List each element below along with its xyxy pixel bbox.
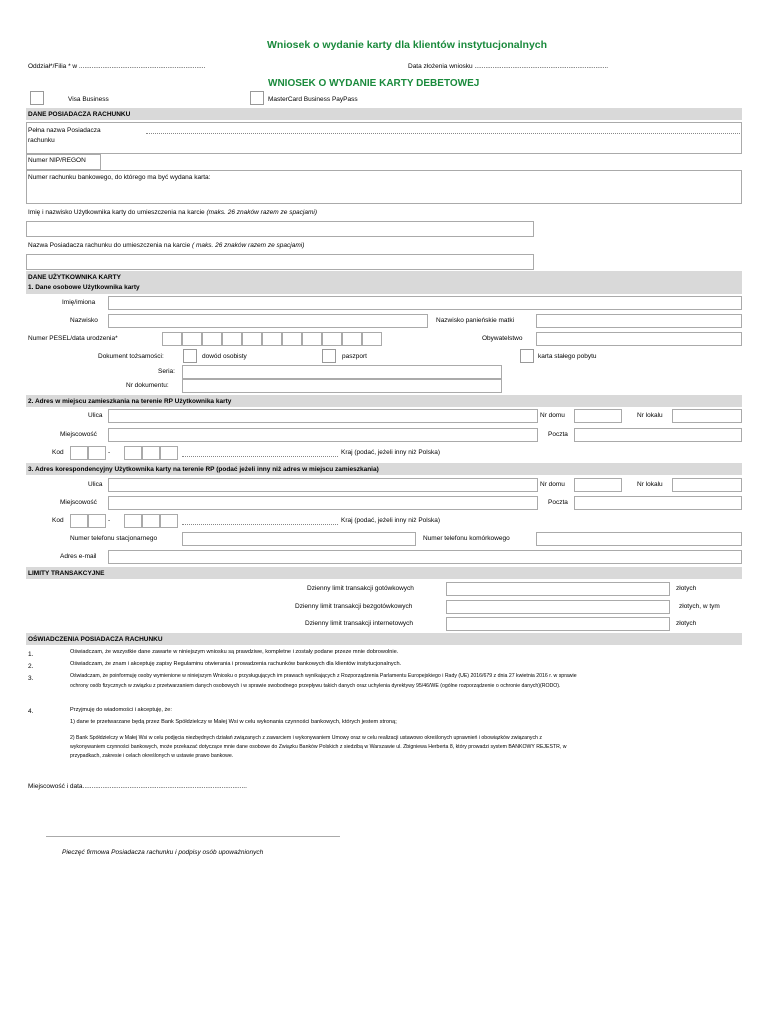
declaration-2-number: 2. — [28, 663, 34, 670]
internet-limit-unit: złotych — [676, 620, 697, 627]
pesel-digit-cell[interactable] — [362, 332, 382, 346]
cash-limit-unit: złotych — [676, 585, 697, 592]
address1-street-label: Ulica — [88, 412, 103, 419]
account-header-bar — [26, 108, 742, 120]
declaration-4-item-2-line2: wykonywaniem czynności bankowych, może przekazać dotyczące mnie dane osobowe do Związku Banków Polskich z siedzibą w Warszawie ul. Zbigniewa Herberta 8, który prowadzi system BANKOWY REJESTR, w — [70, 744, 567, 750]
address1-city-input[interactable] — [108, 428, 538, 442]
pesel-digit-cell[interactable] — [302, 332, 322, 346]
pesel-label: Numer PESEL/data urodzenia* — [28, 335, 118, 342]
form-title: Wniosek o wydanie karty dla klientów instytucjonalnych — [267, 39, 548, 51]
address2-code-cell[interactable] — [160, 514, 178, 528]
address1-city-label: Miejscowość — [60, 431, 97, 438]
account-number-label: Numer rachunku bankowego, do którego ma być wydana karta: — [28, 174, 211, 181]
landline-label: Numer telefonu stacjonarnego — [70, 535, 158, 542]
limits-header-bar — [26, 567, 742, 579]
address2-country-input[interactable] — [182, 524, 338, 525]
mobile-input[interactable] — [536, 532, 742, 546]
address2-code-cell[interactable] — [124, 514, 142, 528]
series-input[interactable] — [182, 365, 502, 379]
id-card-label: dowód osobisty — [202, 353, 247, 360]
address1-house-label: Nr domu — [540, 412, 565, 419]
address1-house-input[interactable] — [574, 409, 622, 423]
full-name-label-1: Pełna nazwa Posiadacza — [28, 127, 101, 134]
holder-name-input[interactable] — [26, 254, 534, 270]
internet-limit-input[interactable] — [446, 617, 670, 631]
landline-input[interactable] — [182, 532, 416, 546]
pesel-digit-cell[interactable] — [322, 332, 342, 346]
address1-header: 2. Adres w miejscu zamieszkania na terenie RP Użytkownika karty — [28, 398, 232, 405]
mobile-label: Numer telefonu komórkowego — [423, 535, 510, 542]
address1-code-cell[interactable] — [160, 446, 178, 460]
date-field[interactable]: Data złożenia wniosku .......................................................................... — [408, 63, 609, 70]
form-subtitle: WNIOSEK O WYDANIE KARTY DEBETOWEJ — [268, 78, 480, 89]
mastercard-checkbox[interactable] — [250, 91, 264, 105]
personal-data-header: 1. Dane osobowe Użytkownika karty — [28, 284, 140, 291]
signature-line[interactable] — [46, 836, 340, 837]
card-name-input[interactable] — [26, 221, 534, 237]
nip-input[interactable] — [100, 154, 742, 170]
address2-code-cell[interactable] — [70, 514, 88, 528]
address1-country-label: Kraj (podać, jeżeli inny niż Polska) — [341, 449, 440, 456]
residence-card-checkbox[interactable] — [520, 349, 534, 363]
declaration-1-number: 1. — [28, 651, 34, 658]
account-section-header: DANE POSIADACZA RACHUNKU — [28, 111, 131, 118]
pesel-digit-cell[interactable] — [162, 332, 182, 346]
maiden-name-input[interactable] — [536, 314, 742, 328]
passport-label: paszport — [342, 353, 367, 360]
address1-post-label: Poczta — [548, 431, 568, 438]
series-label: Seria: — [158, 368, 175, 375]
card-name-label: Imię i nazwisko Użytkownika karty do umieszczenia na karcie (maks. 26 znaków razem ze spacjami) — [28, 209, 318, 216]
address2-code-dash: - — [108, 517, 111, 524]
last-name-label: Nazwisko — [70, 317, 98, 324]
address2-street-input[interactable] — [108, 478, 538, 492]
email-input[interactable] — [108, 550, 742, 564]
pesel-digit-cell[interactable] — [282, 332, 302, 346]
signature-caption: Pieczęć firmowa Posiadacza rachunku i podpisy osób upoważnionych — [62, 849, 264, 856]
address1-post-input[interactable] — [574, 428, 742, 442]
last-name-input[interactable] — [108, 314, 428, 328]
cashless-limit-input[interactable] — [446, 600, 670, 614]
email-label: Adres e-mail — [60, 553, 97, 560]
address1-flat-input[interactable] — [672, 409, 742, 423]
visa-checkbox[interactable] — [30, 91, 44, 105]
cashless-limit-unit: złotych, w tym — [679, 603, 720, 610]
address2-header: 3. Adres korespondencyjny Użytkownika karty na terenie RP (podać jeżeli inny niż adres w miejscu zamieszkania) — [28, 466, 379, 473]
id-card-checkbox[interactable] — [183, 349, 197, 363]
first-name-input[interactable] — [108, 296, 742, 310]
declarations-header: OŚWIADCZENIA POSIADACZA RACHUNKU — [28, 636, 163, 643]
document-number-input[interactable] — [182, 379, 502, 393]
address1-code-cell[interactable] — [70, 446, 88, 460]
first-name-label: Imię/imiona — [62, 299, 96, 306]
address1-flat-label: Nr lokalu — [637, 412, 663, 419]
address2-house-input[interactable] — [574, 478, 622, 492]
address2-flat-input[interactable] — [672, 478, 742, 492]
place-date-field[interactable]: Miejscowość i data........................................................................................... — [28, 783, 247, 790]
address2-code-label: Kod — [52, 517, 64, 524]
address2-city-label: Miejscowość — [60, 499, 97, 506]
cashless-limit-label: Dzienny limit transakcji bezgotówkowych — [295, 603, 413, 610]
address2-post-input[interactable] — [574, 496, 742, 510]
pesel-digit-cell[interactable] — [262, 332, 282, 346]
document-type-label: Dokument tożsamości: — [98, 353, 164, 360]
citizenship-input[interactable] — [536, 332, 742, 346]
declaration-4-number: 4. — [28, 708, 34, 715]
declaration-4-item-1: 1) dane te przetwarzane będą przez Bank Spółdzielczy w Małej Wsi w celu wykonania czynności bankowych, których jestem stroną; — [70, 719, 397, 725]
full-name-box — [26, 122, 742, 154]
declaration-3-number: 3. — [28, 675, 34, 682]
pesel-digit-cell[interactable] — [182, 332, 202, 346]
full-name-input[interactable] — [146, 133, 740, 134]
address1-code-cell[interactable] — [88, 446, 106, 460]
mastercard-label: MasterCard Business PayPass — [268, 96, 358, 103]
address1-code-dash: - — [108, 449, 111, 456]
cash-limit-input[interactable] — [446, 582, 670, 596]
declaration-4-item-2-line3: przypadkach, zakresie i celach określonych w ustawie prawo bankowe. — [70, 753, 234, 759]
declaration-4-text: Przyjmuję do wiadomości i akceptuję, że: — [70, 707, 172, 713]
limits-header: LIMITY TRANSAKCYJNE — [28, 570, 105, 577]
declaration-1-text: Oświadczam, że wszystkie dane zawarte w niniejszym wniosku są prawdziwe, kompletne i zostały podane przeze mnie dobrowolnie. — [70, 649, 399, 655]
address2-post-label: Poczta — [548, 499, 568, 506]
declaration-3-text-line2: ochrony osób fizycznych w związku z przetwarzaniem danych osobowych i w sprawie swobodnego przepływu takich danych oraz uchylenia dyrektywy 95/46/WE (ogólne rozporządzenie o ochronie danych)(RODO). — [70, 683, 561, 689]
full-name-label-2: rachunku — [28, 137, 55, 144]
address2-code-cell[interactable] — [88, 514, 106, 528]
address1-country-input[interactable] — [182, 456, 338, 457]
visa-label: Visa Business — [68, 96, 109, 103]
address1-code-cell[interactable] — [124, 446, 142, 460]
address1-street-input[interactable] — [108, 409, 538, 423]
pesel-digit-cell[interactable] — [202, 332, 222, 346]
address1-code-label: Kod — [52, 449, 64, 456]
declaration-4-item-2-line1: 2) Bank Spółdzielczy w Małej Wsi w celu podjęcia niezbędnych działań związanych z zawarciem i wykonywaniem Umowy oraz w celu realizacji ustawowo określonych uprawnień i obowiązków związanych z — [70, 735, 542, 741]
document-number-label: Nr dokumentu: — [126, 382, 169, 389]
address2-street-label: Ulica — [88, 481, 103, 488]
address2-city-input[interactable] — [108, 496, 538, 510]
declaration-3-text-line1: Oświadczam, że poinformuję osoby wymienione w niniejszym Wniosku o przysługujących im prawach wynikających z Rozporządzenia Parlamentu Europejskiego i Rady (UE) 2016/679 z dnia 27 kwietnia 2016 r. w sprawie — [70, 673, 577, 679]
pesel-digit-cell[interactable] — [242, 332, 262, 346]
citizenship-label: Obywatelstwo — [482, 335, 523, 342]
branch-field[interactable]: Oddział*/Filia * w ...................................................................... — [28, 63, 206, 70]
address2-flat-label: Nr lokalu — [637, 481, 663, 488]
pesel-digit-cell[interactable] — [342, 332, 362, 346]
passport-checkbox[interactable] — [322, 349, 336, 363]
address1-code-cell[interactable] — [142, 446, 160, 460]
nip-label: Numer NIP/REGON — [28, 157, 86, 164]
pesel-digit-cell[interactable] — [222, 332, 242, 346]
cash-limit-label: Dzienny limit transakcji gotówkowych — [307, 585, 414, 592]
address2-code-cell[interactable] — [142, 514, 160, 528]
holder-name-label: Nazwa Posiadacza rachunku do umieszczenia na karcie ( maks. 26 znaków razem ze spacjami) — [28, 242, 305, 249]
maiden-name-label: Nazwisko panieńskie matki — [436, 317, 515, 324]
user-section-header: DANE UŻYTKOWNIKA KARTY — [28, 274, 121, 281]
address2-house-label: Nr domu — [540, 481, 565, 488]
declaration-2-text: Oświadczam, że znam i akceptuję zapisy Regulaminu otwierania i prowadzenia rachunków bankowych dla klientów instytucjonalnych. — [70, 661, 402, 667]
address2-country-label: Kraj (podać, jeżeli inny niż Polska) — [341, 517, 440, 524]
internet-limit-label: Dzienny limit transakcji internetowych — [305, 620, 414, 627]
residence-card-label: karta stałego pobytu — [538, 353, 597, 360]
